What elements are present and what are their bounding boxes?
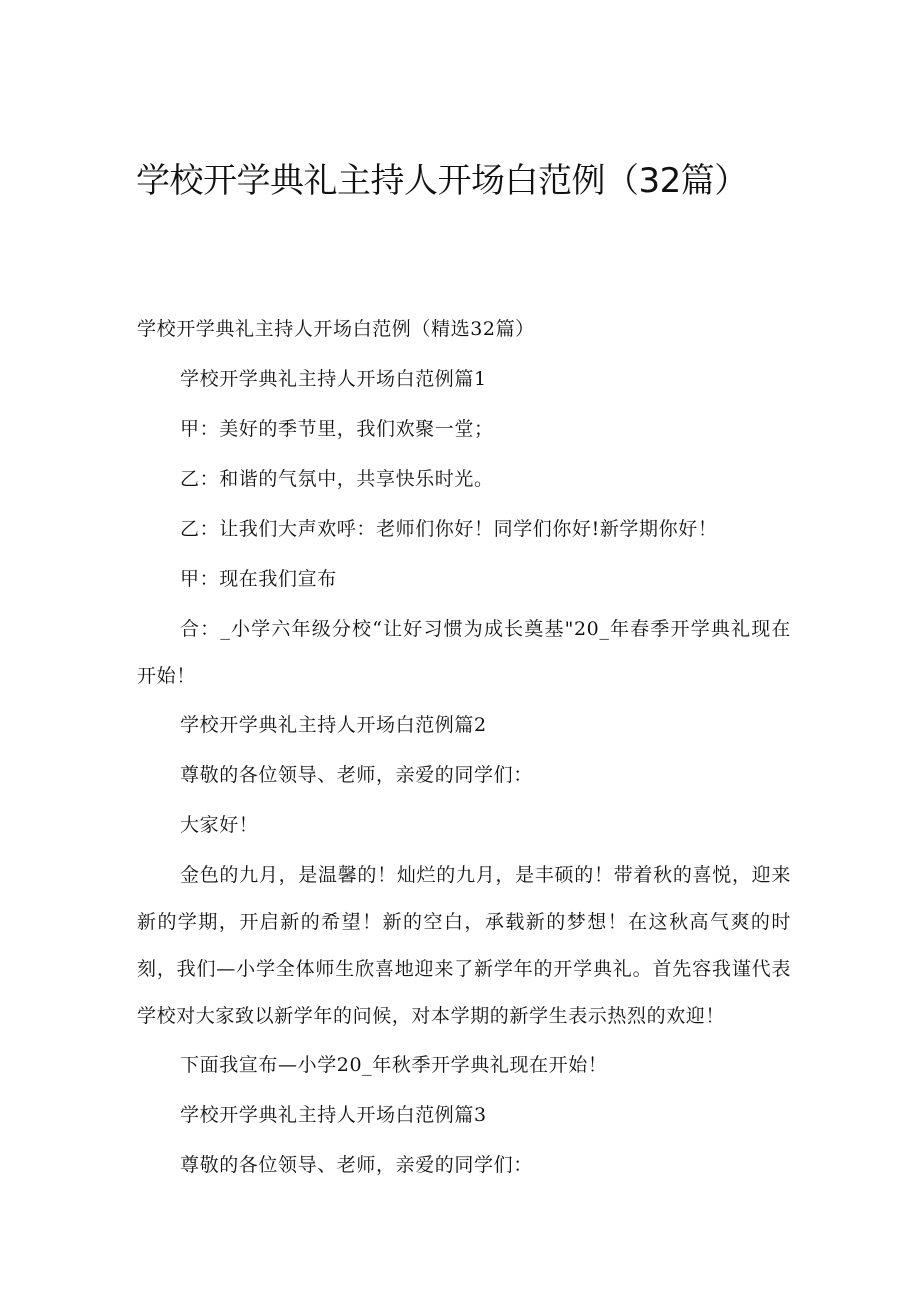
paragraph-subtitle: 学校开学典礼主持人开场白范例（精选32篇） [137, 318, 535, 340]
paragraph-section-heading: 学校开学典礼主持人开场白范例篇3 [180, 1104, 487, 1126]
paragraph-section-heading: 学校开学典礼主持人开场白范例篇2 [180, 714, 487, 736]
paragraph: 乙：和谐的气氛中，共享快乐时光。 [180, 468, 494, 490]
paragraph: 尊敬的各位领导、老师，亲爱的同学们： [180, 764, 533, 786]
paragraph-section-heading: 学校开学典礼主持人开场白范例篇1 [180, 368, 487, 390]
document-body [137, 306, 791, 1192]
paragraph: 合：_小学六年级分校“让好习惯为成长奠基"20_年春季开学典礼现在开始！ [137, 618, 791, 687]
paragraph: 乙：让我们大声欢呼：老师们你好！同学们你好!新学期你好！ [180, 518, 718, 540]
document-title: 学校开学典礼主持人开场白范例（32篇） [136, 161, 748, 201]
paragraph: 下面我宣布—小学20_年秋季开学典礼现在开始！ [180, 1054, 608, 1076]
paragraph: 甲：现在我们宣布 [180, 568, 337, 590]
paragraph: 甲：美好的季节里，我们欢聚一堂； [180, 418, 494, 440]
paragraph: 金色的九月，是温馨的！灿烂的九月，是丰硕的！带着秋的喜悦，迎来新的学期，开启新的希望！新的空白，承载新的梦想！在这秋高气爽的时刻，我们—小学全体师生欣喜地迎来了新学年的开学典礼。首先容我谨代表学校对大家致以新学年的问候，对本学期的新学生表示热烈的欢迎！ [137, 864, 791, 1027]
paragraph: 尊敬的各位领导、老师，亲爱的同学们： [180, 1154, 533, 1176]
paragraph: 大家好！ [180, 814, 259, 836]
